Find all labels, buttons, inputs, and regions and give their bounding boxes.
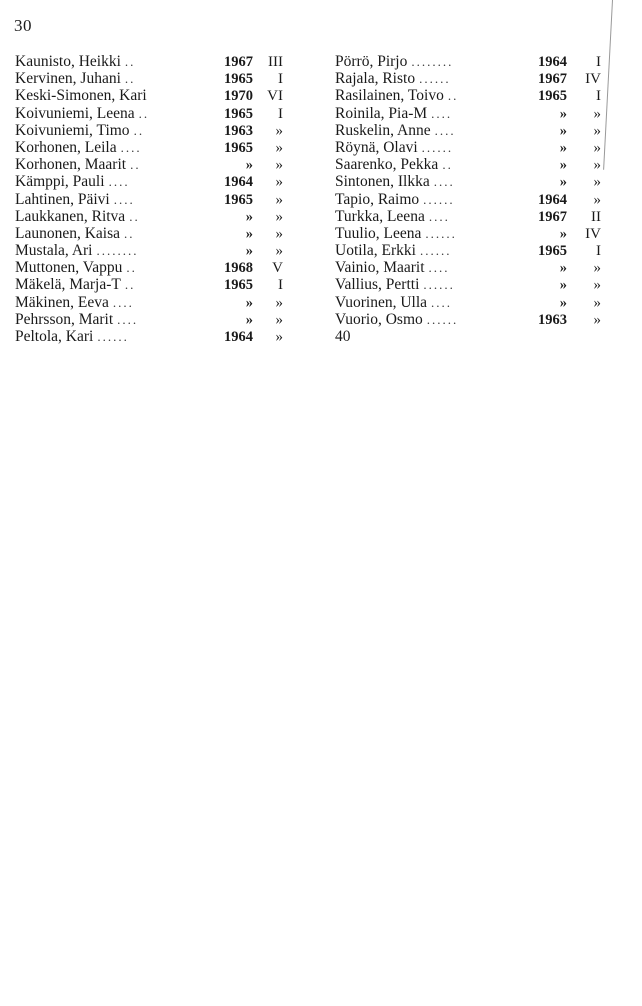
person-name: Keski-Simonen, Kari bbox=[15, 87, 147, 105]
year: » bbox=[245, 311, 253, 328]
list-item bbox=[15, 242, 283, 259]
dot-leader: ...... bbox=[419, 243, 452, 259]
dot-leader: .. bbox=[442, 157, 453, 173]
list-item bbox=[15, 139, 283, 156]
year: 1965 bbox=[224, 71, 253, 88]
person-name: Rasilainen, Toivo bbox=[335, 87, 444, 105]
dot-leader: .. bbox=[124, 54, 136, 69]
grade: » bbox=[275, 139, 283, 156]
year: » bbox=[245, 208, 253, 225]
year: 1965 bbox=[224, 191, 253, 208]
dot-leader: ...... bbox=[423, 277, 455, 293]
dot-leader: .... bbox=[431, 294, 453, 310]
list-item bbox=[335, 259, 601, 276]
list-item bbox=[335, 242, 601, 259]
dot-leader: ...... bbox=[419, 71, 451, 87]
list-item bbox=[15, 53, 283, 70]
year: 1964 bbox=[538, 54, 567, 70]
dot-leader: .. bbox=[138, 105, 150, 121]
year: 1964 bbox=[538, 191, 567, 208]
list-item bbox=[15, 328, 283, 345]
year: » bbox=[245, 225, 253, 242]
list-item bbox=[15, 259, 283, 276]
person-name: Sintonen, Ilkka bbox=[335, 173, 430, 191]
year: » bbox=[245, 294, 253, 311]
grade: » bbox=[275, 174, 283, 191]
grade: I bbox=[278, 277, 283, 294]
person-name: Kaunisto, Heikki bbox=[15, 53, 121, 70]
person-name: Mäkinen, Eeva bbox=[15, 293, 109, 311]
list-item bbox=[335, 225, 601, 242]
grade: » bbox=[593, 294, 601, 311]
list-item bbox=[335, 70, 601, 87]
dot-leader: .... bbox=[113, 191, 135, 207]
grade: I bbox=[278, 105, 283, 122]
year: 1967 bbox=[224, 54, 253, 70]
grade: » bbox=[593, 122, 601, 139]
person-name: Korhonen, Maarit bbox=[15, 156, 127, 174]
grade: I bbox=[278, 71, 283, 88]
column-total: 40 bbox=[335, 328, 351, 345]
grade: » bbox=[275, 122, 283, 139]
person-name: Laukkanen, Ritva bbox=[15, 207, 126, 225]
grade: » bbox=[275, 294, 283, 311]
grade: VI bbox=[267, 88, 283, 105]
list-item bbox=[335, 311, 601, 328]
dot-leader: .. bbox=[129, 208, 140, 224]
grade: » bbox=[275, 329, 283, 345]
year: » bbox=[245, 157, 253, 174]
year: » bbox=[245, 243, 253, 260]
person-name: Tuulio, Leena bbox=[335, 224, 422, 242]
person-name: Koivuniemi, Timo bbox=[15, 121, 130, 139]
year: 1965 bbox=[538, 88, 567, 105]
person-name: Saarenko, Pekka bbox=[335, 156, 439, 174]
grade: » bbox=[275, 157, 283, 174]
person-name: Röynä, Olavi bbox=[335, 138, 418, 156]
year: 1964 bbox=[224, 174, 253, 191]
list-item bbox=[335, 208, 601, 225]
person-name: Uotila, Erkki bbox=[335, 242, 416, 260]
person-name: Vainio, Maarit bbox=[335, 259, 425, 277]
list-item bbox=[15, 122, 283, 139]
person-name: Ruskelin, Anne bbox=[335, 121, 431, 139]
year: » bbox=[559, 105, 567, 122]
dot-leader: ........ bbox=[411, 54, 454, 69]
grade: » bbox=[275, 225, 283, 242]
grade: » bbox=[593, 277, 601, 294]
year: » bbox=[559, 174, 567, 191]
dot-leader: .. bbox=[124, 225, 135, 241]
list-item bbox=[335, 53, 601, 70]
grade: I bbox=[596, 243, 601, 260]
dot-leader: .... bbox=[108, 174, 130, 190]
list-item bbox=[335, 122, 601, 139]
list-item bbox=[335, 156, 601, 173]
list-item bbox=[335, 276, 601, 293]
dot-leader: .. bbox=[133, 122, 145, 138]
person-name: Lahtinen, Päivi bbox=[15, 190, 110, 208]
person-name: Pehrsson, Marit bbox=[15, 310, 114, 328]
grade: » bbox=[593, 157, 601, 174]
dot-leader: .. bbox=[124, 277, 136, 293]
dot-leader: .... bbox=[112, 294, 134, 310]
year: 1970 bbox=[224, 88, 253, 105]
dot-leader: .... bbox=[428, 260, 450, 276]
person-name: Vallius, Pertti bbox=[335, 276, 420, 294]
left-column bbox=[15, 53, 283, 345]
dot-leader: .... bbox=[120, 139, 142, 155]
grade: » bbox=[275, 311, 283, 328]
grade: » bbox=[275, 208, 283, 225]
list-item bbox=[335, 191, 601, 208]
list-item bbox=[15, 87, 283, 104]
list-item bbox=[15, 70, 283, 87]
grade: I bbox=[596, 54, 601, 70]
grade: » bbox=[593, 260, 601, 277]
dot-leader: ...... bbox=[426, 311, 459, 327]
year: 1965 bbox=[538, 243, 567, 260]
year: » bbox=[559, 260, 567, 277]
year: 1968 bbox=[224, 260, 253, 277]
dot-leader: .... bbox=[434, 122, 456, 138]
person-name: Rajala, Risto bbox=[335, 70, 416, 88]
grade: » bbox=[593, 174, 601, 191]
person-name: Kervinen, Juhani bbox=[15, 70, 121, 88]
dot-leader: .... bbox=[428, 208, 450, 224]
grade: V bbox=[272, 260, 283, 277]
list-item bbox=[15, 156, 283, 173]
dot-leader: ...... bbox=[423, 191, 455, 207]
list-item bbox=[15, 208, 283, 225]
grade: » bbox=[593, 311, 601, 328]
list-item bbox=[335, 294, 601, 311]
person-name: Mäkelä, Marja-T bbox=[15, 276, 121, 294]
list-item bbox=[15, 294, 283, 311]
list-item bbox=[335, 105, 601, 122]
person-name: Kämppi, Pauli bbox=[15, 173, 105, 191]
grade: I bbox=[596, 88, 601, 105]
year: 1963 bbox=[224, 122, 253, 139]
year: 1967 bbox=[538, 208, 567, 225]
list-item bbox=[335, 173, 601, 190]
list-item bbox=[335, 139, 601, 156]
person-name: Launonen, Kaisa bbox=[15, 224, 121, 242]
person-name: Tapio, Raimo bbox=[335, 190, 420, 208]
year: 1965 bbox=[224, 277, 253, 294]
list-item bbox=[15, 105, 283, 122]
dot-leader: ........ bbox=[96, 243, 139, 259]
year: 1965 bbox=[224, 105, 253, 122]
person-name: Korhonen, Leila bbox=[15, 138, 117, 156]
grade: » bbox=[275, 243, 283, 260]
person-name: Peltola, Kari bbox=[15, 328, 94, 345]
grade: IV bbox=[585, 71, 601, 88]
dot-leader: .. bbox=[124, 71, 136, 87]
dot-leader: .... bbox=[431, 105, 453, 121]
year: 1964 bbox=[224, 329, 253, 345]
grade: III bbox=[268, 54, 283, 70]
list-item bbox=[15, 173, 283, 190]
list-item bbox=[335, 87, 601, 104]
grade: II bbox=[591, 208, 601, 225]
person-name: Roinila, Pia-M bbox=[335, 104, 428, 122]
year: » bbox=[559, 122, 567, 139]
person-name: Mustala, Ari bbox=[15, 242, 93, 260]
dot-leader: .. bbox=[447, 88, 459, 104]
grade: IV bbox=[585, 225, 601, 242]
dot-leader: ...... bbox=[421, 139, 454, 155]
person-name: Vuorio, Osmo bbox=[335, 310, 423, 328]
page-number: 30 bbox=[14, 16, 32, 35]
person-name: Koivuniemi, Leena bbox=[15, 104, 135, 122]
right-column bbox=[335, 53, 601, 345]
year: » bbox=[559, 225, 567, 242]
person-name: Pörrö, Pirjo bbox=[335, 53, 408, 70]
grade: » bbox=[593, 139, 601, 156]
margin-pencil-line bbox=[603, 0, 613, 170]
year: 1963 bbox=[538, 311, 567, 328]
grade: » bbox=[275, 191, 283, 208]
list-item bbox=[15, 276, 283, 293]
year: » bbox=[559, 157, 567, 174]
person-name: Muttonen, Vappu bbox=[15, 259, 123, 277]
dot-leader: .. bbox=[130, 157, 141, 173]
person-name: Vuorinen, Ulla bbox=[335, 293, 428, 311]
list-item bbox=[15, 311, 283, 328]
dot-leader: ...... bbox=[425, 225, 457, 241]
year: » bbox=[559, 294, 567, 311]
dot-leader: .... bbox=[117, 311, 139, 327]
year: » bbox=[559, 139, 567, 156]
dot-leader: .... bbox=[433, 174, 455, 190]
grade: » bbox=[593, 105, 601, 122]
dot-leader: ...... bbox=[97, 329, 129, 344]
grade: » bbox=[593, 191, 601, 208]
dot-leader: .. bbox=[126, 260, 137, 276]
list-item bbox=[15, 191, 283, 208]
year: 1965 bbox=[224, 139, 253, 156]
list-item bbox=[15, 225, 283, 242]
person-name: Turkka, Leena bbox=[335, 207, 425, 225]
year: » bbox=[559, 277, 567, 294]
year: 1967 bbox=[538, 71, 567, 88]
